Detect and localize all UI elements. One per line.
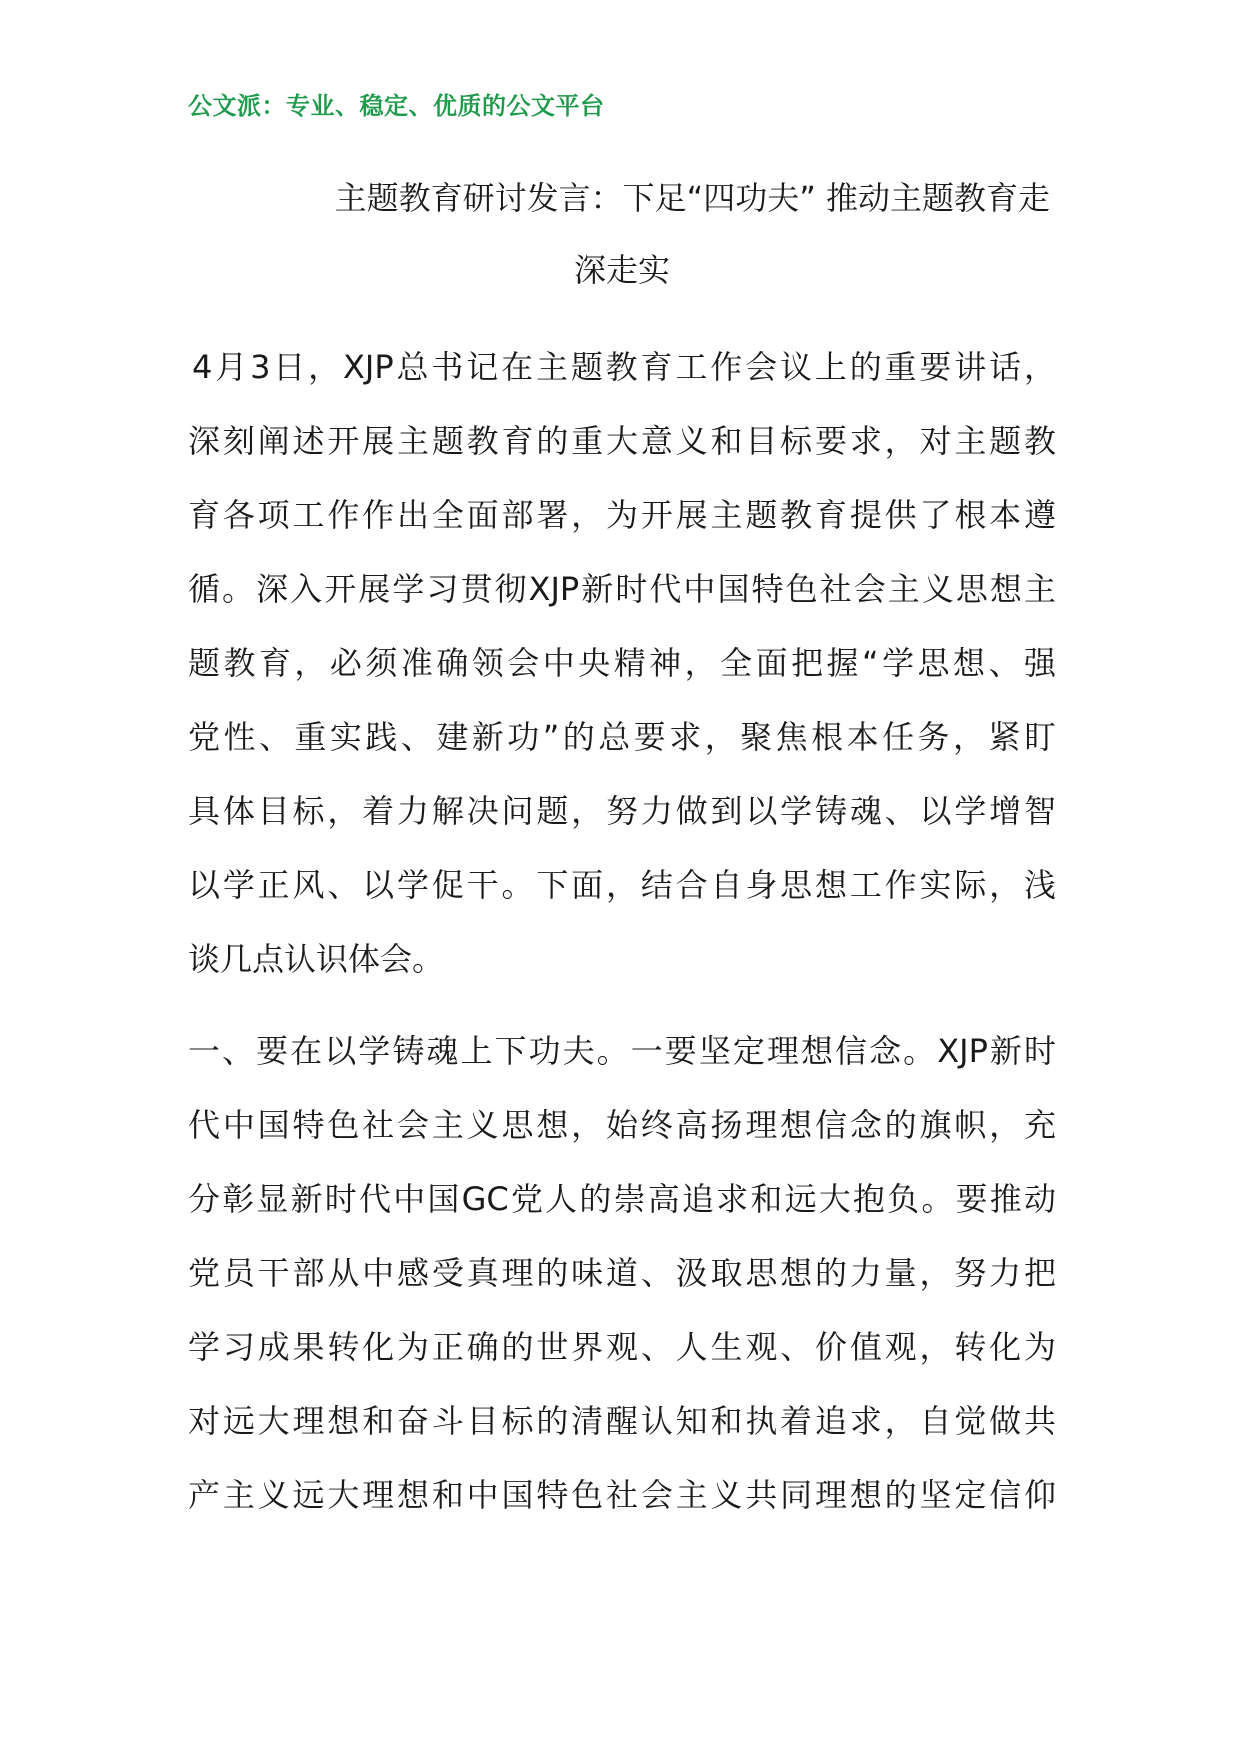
paragraph-line: 党性、重实践、建新功”的总要求，聚焦根本任务，紧盯 [188,718,1056,756]
paragraph-line: 代中国特色社会主义思想，始终高扬理想信念的旗帜，充 [188,1106,1056,1144]
paragraph-line: 4月3日，XJP总书记在主题教育工作会议上的重要讲话， [192,348,1056,386]
paragraph-line: 具体目标，着力解决问题，努力做到以学铸魂、以学增智 [188,792,1056,830]
paragraph-line: 对远大理想和奋斗目标的清醒认知和执着追求，自觉做共 [188,1402,1056,1440]
body-paragraph-1 [188,330,1056,996]
paragraph-line: 一、要在以学铸魂上下功夫。一要坚定理想信念。XJP新时 [188,1032,1056,1070]
paragraph-line: 党员干部从中感受真理的味道、汲取思想的力量，努力把 [188,1254,1056,1292]
paragraph-line: 学习成果转化为正确的世界观、人生观、价值观，转化为 [188,1328,1056,1366]
paragraph-line: 育各项工作作出全面部署，为开展主题教育提供了根本遵 [188,496,1056,534]
paragraph-line: 谈几点认识体会。 [188,940,445,978]
paragraph-line: 分彰显新时代中国GC党人的崇高追求和远大抱负。要推动 [188,1180,1056,1218]
paragraph-line: 深刻阐述开展主题教育的重大意义和目标要求，对主题教 [188,422,1056,460]
paragraph-line: 题教育，必须准确领会中央精神，全面把握“学思想、强 [188,644,1056,682]
paragraph-line: 产主义远大理想和中国特色社会主义共同理想的坚定信仰 [188,1476,1056,1514]
document-title [188,162,1056,306]
site-slogan: 公文派：专业、稳定、优质的公文平台 [188,92,605,120]
paragraph-line: 以学正风、以学促干。下面，结合自身思想工作实际，浅 [188,866,1056,904]
document-title-line-1: 主题教育研讨发言：下足“四功夫” 推动主题教育走 [334,179,1050,217]
body-paragraph-2 [188,1014,1056,1532]
document-title-line-2: 深走实 [573,251,670,289]
paragraph-line: 循。深入开展学习贯彻XJP新时代中国特色社会主义思想主 [188,570,1056,608]
